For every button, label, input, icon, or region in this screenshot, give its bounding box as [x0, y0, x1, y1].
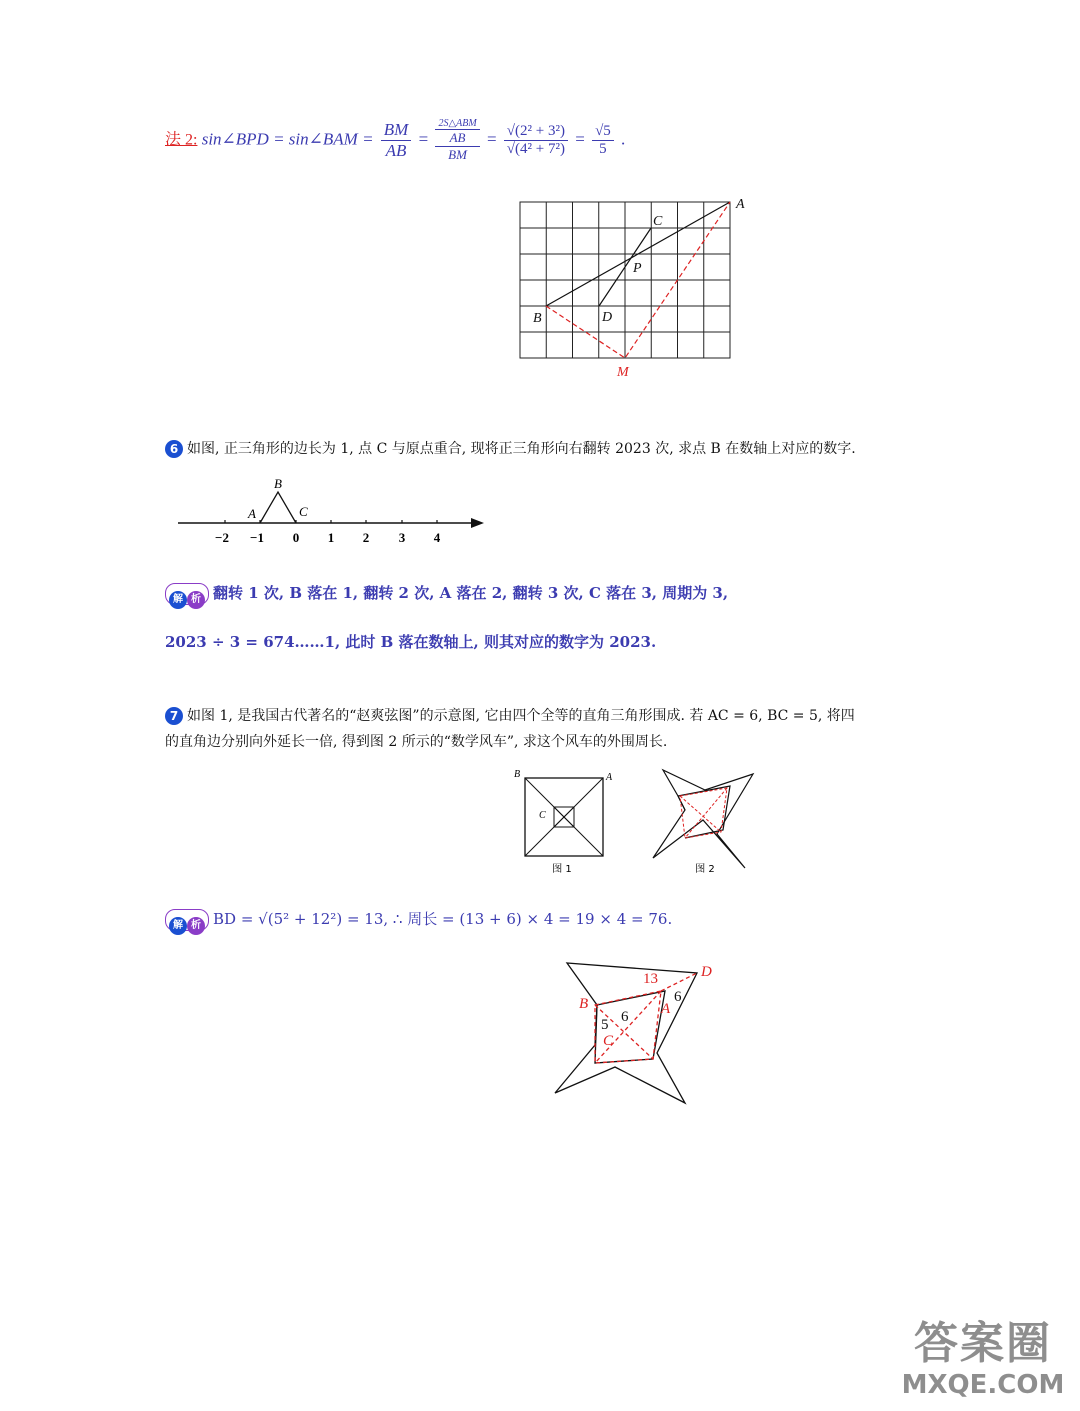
q6-solution-line1: 翻转 1 次, B 落在 1, 翻转 2 次, A 落在 2, 翻转 3 次, C 落在 3, 周期为 3, [213, 584, 729, 602]
grid-figure [505, 190, 765, 390]
svg-text:5: 5 [601, 1017, 609, 1033]
svg-text:M: M [617, 365, 629, 380]
fraction-result: $\frac{√5}{5}$ [592, 123, 614, 158]
question-7-line2: 的直角边分别向外延长一倍, 得到图 2 所示的“数学风车”, 求这个风车的外围周长. [165, 734, 668, 750]
solution-badge: 解 析 [165, 583, 209, 605]
fraction-bm-ab: $\frac{BM}{AB}$ [381, 120, 412, 161]
q6-solution-line2: 2023 ÷ 3 = 674……1, 此时 B 落在数轴上, 则其对应的数字为 2023. [165, 633, 657, 651]
fraction-roots: $\frac{\text{√(2² + 3²)}}{\text{√(4² + 7²)}}$ [504, 123, 568, 158]
windmill-solution-figure [545, 955, 725, 1107]
question-text: 如图, 正三角形的边长为 1, 点 C 与原点重合, 现将正三角形向右翻转 2023 次, 求点 B 在数轴上对应的数字. [187, 441, 856, 457]
svg-text:P: P [633, 261, 642, 276]
svg-text:−2: −2 [215, 530, 229, 545]
q7-solution [165, 906, 955, 932]
svg-text:D: D [701, 964, 712, 980]
svg-text:−1: −1 [250, 530, 264, 545]
svg-text:图 2: 图 2 [695, 864, 715, 875]
svg-text:13: 13 [643, 971, 658, 987]
svg-text:A: A [736, 197, 745, 212]
question-6 [165, 436, 955, 462]
watermark-logo-text: 答案圈 [914, 1318, 1052, 1369]
formula-lhs: sin∠BPD = sin∠BAM = [201, 129, 374, 149]
svg-text:C: C [299, 504, 308, 519]
svg-text:2: 2 [362, 530, 370, 545]
number-line-figure [170, 470, 500, 550]
svg-text:B: B [274, 476, 282, 491]
svg-text:A: A [606, 772, 613, 783]
figure-2-windmill [645, 762, 763, 880]
watermark [898, 1318, 1068, 1400]
triangle [260, 492, 296, 523]
question-number-badge: 7 [165, 707, 183, 725]
svg-text:图 1: 图 1 [552, 864, 572, 875]
svg-text:C: C [653, 214, 663, 229]
svg-text:3: 3 [398, 530, 406, 545]
method-label: 法 2: [165, 131, 198, 149]
question-7 [165, 703, 955, 729]
svg-text:B: B [533, 311, 542, 326]
fraction-area: 2S△ABM AB BM [435, 118, 479, 163]
svg-text:4: 4 [433, 530, 441, 545]
svg-text:0: 0 [292, 530, 300, 545]
svg-text:C: C [539, 810, 546, 821]
solution-badge: 解 析 [165, 909, 209, 931]
svg-text:A: A [661, 1001, 671, 1017]
svg-text:1: 1 [327, 530, 335, 545]
svg-text:C: C [603, 1033, 614, 1049]
figure-1-zhao-shuang [510, 768, 620, 880]
question-number-badge: 6 [165, 440, 183, 458]
svg-text:D: D [602, 310, 613, 325]
svg-text:6: 6 [674, 989, 682, 1005]
watermark-url: MXQE.COM [901, 1370, 1065, 1400]
q7-solution-text: BD = √(5² + 12²) = 13, ∴ 周长 = (13 + 6) × 4 = 19 × 4 = 76. [213, 910, 673, 928]
svg-text:B: B [514, 769, 521, 780]
svg-text:A: A [248, 506, 256, 521]
svg-text:6: 6 [621, 1009, 629, 1025]
svg-text:B: B [579, 996, 589, 1012]
method2-formula: 法 2: sin∠BPD = sin∠BAM = $\frac{BM}{AB}$ = 2S△ABM AB BM = $\frac{\text{√(2² + 3²)}}{\text{√(4² + 7²)}}$ = $\frac{√5}{5}$ . [165, 118, 626, 162]
q6-solution [165, 580, 955, 606]
question-text-line1: 如图 1, 是我国古代著名的“赵爽弦图”的示意图, 它由四个全等的直角三角形围成. 若 AC = 6, BC = 5, 将四 [187, 708, 855, 724]
